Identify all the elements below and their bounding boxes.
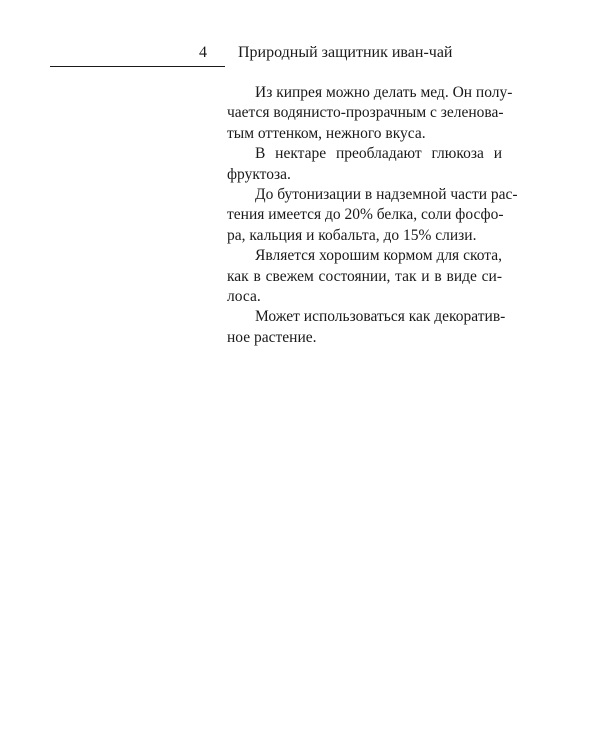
paragraph	[199, 185, 518, 246]
text-line: тым оттенком, нежного вкуса.	[227, 124, 426, 142]
text-line: Может использоваться как декоратив-	[255, 308, 506, 326]
text-line: ра, кальция и кобальта, до 15% слизи.	[227, 226, 477, 244]
header-rule	[50, 66, 225, 67]
text-line: чается водянисто-прозрачным с зеленова-	[227, 104, 504, 122]
paragraph	[199, 307, 506, 348]
text-line: как в свежем состоянии, так и в виде си-	[227, 267, 502, 285]
page-header	[0, 0, 600, 70]
text-line: ное растение.	[227, 328, 317, 346]
paragraph	[199, 246, 502, 307]
text-line: фруктоза.	[227, 165, 291, 183]
text-line: Является хорошим кормом для скота,	[255, 247, 502, 265]
text-line: В нектаре преобладают глюкоза и	[255, 145, 502, 163]
paragraph	[199, 144, 502, 185]
text-line: лоса.	[227, 288, 261, 306]
body-text	[199, 83, 518, 348]
text-line: До бутонизации в надземной части рас-	[255, 186, 518, 204]
page-number: 4	[199, 44, 207, 61]
running-title: Природный защитник иван-чай	[238, 44, 453, 61]
paragraph	[199, 83, 513, 144]
text-line: Из кипрея можно делать мед. Он полу-	[255, 84, 513, 101]
text-line: тения имеется до 20% белка, соли фосфо-	[227, 206, 504, 224]
